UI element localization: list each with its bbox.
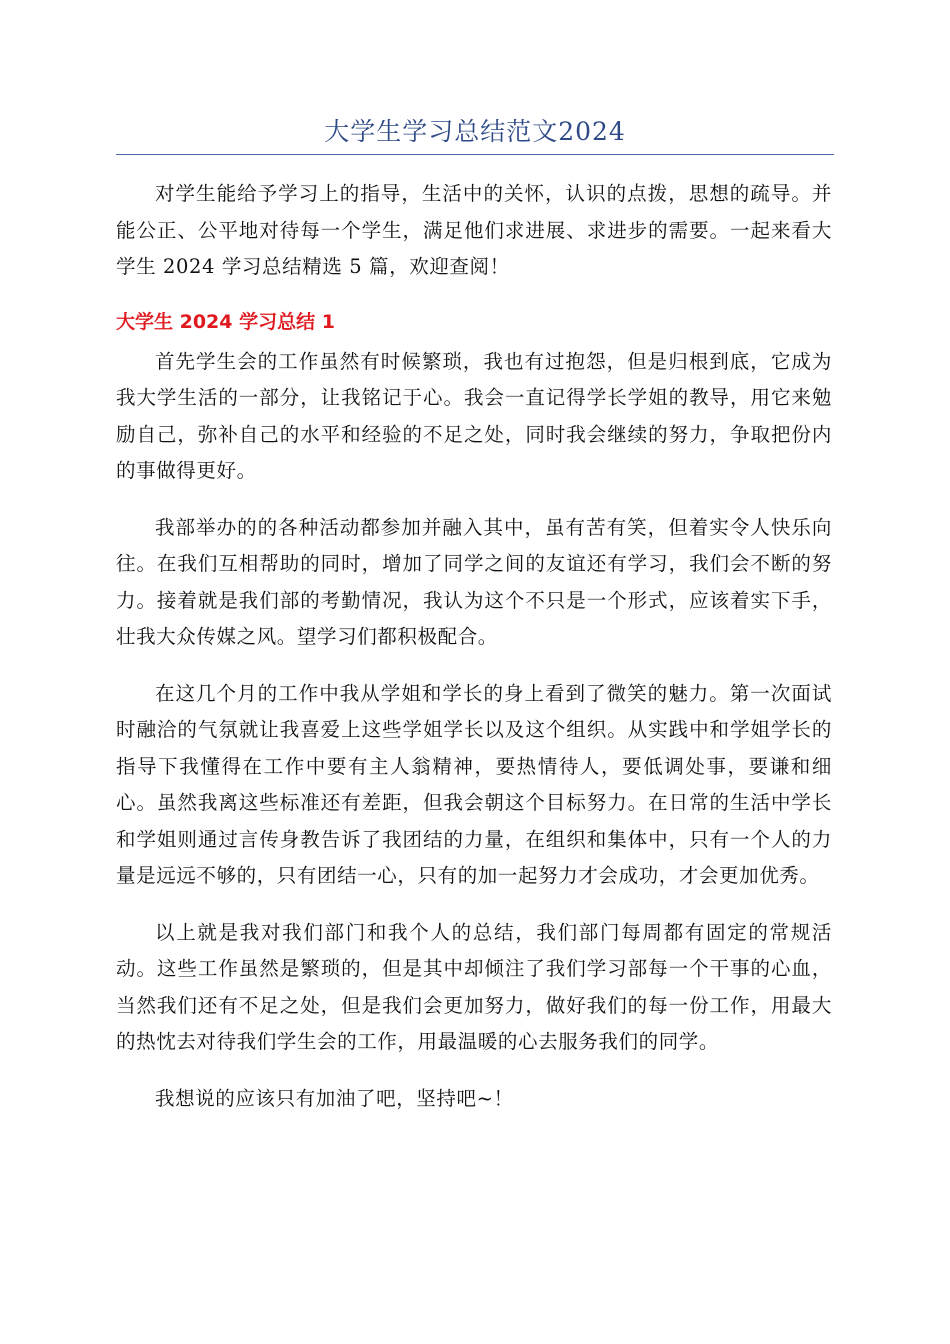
intro-paragraph: 对学生能给予学习上的指导，生活中的关怀，认识的点拨，思想的疏导。并能公正、公平地对待每一个学生，满足他们求进展、求进步的需要。一起来看大学生 2024 学习总结精选 5 篇，欢迎查阅！ (116, 182, 832, 278)
body-paragraph: 我部举办的的各种活动都参加并融入其中，虽有苦有笑，但着实令人快乐向往。在我们互相帮助的同时，增加了同学之间的友谊还有学习，我们会不断的努力。接着就是我们部的考勤情况，我认为这个不只是一个形式，应该着实下手，壮我大众传媒之风。望学习们都积极配合。 (116, 515, 832, 648)
title-underline (116, 154, 834, 155)
body-paragraph: 在这几个月的工作中我从学姐和学长的身上看到了微笑的魅力。第一次面试时融洽的气氛就让我喜爱上这些学姐学长以及这个组织。从实践中和学姐学长的指导下我懂得在工作中要有主人翁精神，要热情待人，要低调处事，要谦和细心。虽然我离这些标准还有差距，但我会朝这个目标努力。在日常的生活中学长和学姐则通过言传身教告诉了我团结的力量，在组织和集体中，只有一个人的力量是远远不够的，只有团结一心，只有的加一起努力才会成功，才会更加优秀。 (116, 681, 832, 887)
section-heading: 大学生 2024 学习总结 1 (116, 310, 335, 333)
body-paragraph: 我想说的应该只有加油了吧，坚持吧~！ (155, 1086, 514, 1110)
body-paragraph: 以上就是我对我们部门和我个人的总结，我们部门每周都有固定的常规活动。这些工作虽然是繁琐的，但是其中却倾注了我们学习部每一个干事的心血，当然我们还有不足之处，但是我们会更加努力，做好我们的每一份工作，用最大的热忱去对待我们学生会的工作，用最温暖的心去服务我们的同学。 (116, 920, 832, 1053)
document-body (116, 176, 832, 1137)
body-paragraph: 首先学生会的工作虽然有时候繁琐，我也有过抱怨，但是归根到底，它成为我大学生活的一部分，让我铭记于心。我会一直记得学长学姐的教导，用它来勉励自己，弥补自己的水平和经验的不足之处，同时我会继续的努力，争取把份内的事做得更好。 (116, 349, 832, 482)
page-title: 大学生学习总结范文2024 (324, 117, 626, 146)
